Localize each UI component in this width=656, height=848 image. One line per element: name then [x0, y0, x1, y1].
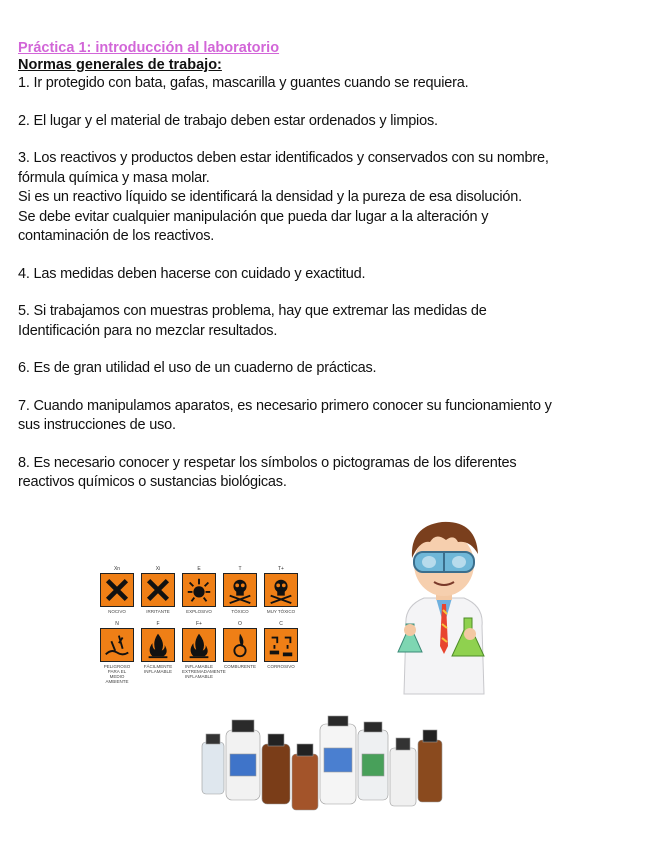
rule-line: 3. Los reactivos y productos deben estar identificados y conservados con su nombre, [18, 150, 549, 166]
pictogram-code: T+ [278, 566, 284, 572]
hazard-pictogram [100, 566, 134, 615]
pictogram-code: E [197, 566, 201, 572]
document-subtitle: Normas generales de trabajo: [18, 57, 222, 73]
hazard-pictogram [141, 566, 175, 615]
pictogram-label: NOCIVO [108, 609, 126, 614]
pictogram-label: COMBURENTE [223, 664, 256, 669]
pictogram-label: IRRITANTE [146, 609, 170, 614]
hazard-pictogram [264, 621, 298, 684]
rule-line: 6. Es de gran utilidad el uso de un cuaderno de prácticas. [18, 360, 377, 376]
rule-item [18, 265, 638, 285]
explosion-icon [182, 573, 216, 607]
rules-list [18, 74, 638, 493]
document-title: Práctica 1: introducción al laboratorio [18, 40, 280, 56]
pictogram-code: N [115, 621, 119, 627]
pictogram-code: C [279, 621, 283, 627]
hazard-pictograms [100, 566, 310, 690]
x-cross-icon [100, 573, 134, 607]
pictogram-code: O [238, 621, 242, 627]
pictogram-label: PELIGROSO PARA EL MEDIO AMBIENTE [103, 664, 131, 684]
rule-item [18, 112, 638, 132]
pictogram-label: FÁCILMENTE INFLAMABLE [143, 664, 173, 674]
pictogram-code: F+ [196, 621, 202, 627]
hazard-pictogram [141, 621, 175, 684]
pictogram-label: TÓXICO [231, 609, 249, 614]
rule-item [18, 149, 638, 247]
rule-item [18, 302, 638, 341]
rule-line: 4. Las medidas deben hacerse con cuidado y exactitud. [18, 265, 366, 282]
rule-line: 5. Si trabajamos con muestras problema, hay que extremar las medidas de [18, 303, 487, 319]
x-cross-icon [141, 573, 175, 607]
pictogram-code: T [238, 566, 242, 572]
pictogram-label: INFLAMABLE EXTREMADAMENTE INFLAMABLE [182, 664, 226, 679]
rule-line: sus instrucciones de uso. [18, 417, 176, 433]
corrosive-icon [264, 628, 298, 662]
rule-line: Si es un reactivo líquido se identificará la densidad y la pureza de esa disolución. [18, 189, 522, 205]
rule-item [18, 359, 638, 379]
hazard-pictogram [223, 566, 257, 615]
pictogram-code: Xn [113, 566, 121, 572]
pictogram-label: MUY TÓXICO [266, 609, 296, 614]
rule-item [18, 74, 638, 94]
reagent-bottles-illustration [200, 714, 444, 814]
rule-line: 8. Es necesario conocer y respetar los símbolos o pictogramas de los diferentes [18, 454, 517, 471]
rule-line: contaminación de los reactivos. [18, 228, 215, 244]
skull-icon [223, 573, 257, 607]
pictogram-code: F [156, 621, 160, 627]
flame-icon [182, 628, 216, 662]
document-page [18, 40, 638, 511]
pictogram-label: CORROSIVO [267, 664, 295, 669]
scientist-illustration [384, 506, 504, 696]
rule-line: 7. Cuando manipulamos aparatos, es necesario primero conocer su funcionamiento y [18, 397, 552, 414]
hazard-pictogram [264, 566, 298, 615]
rule-item [18, 397, 638, 436]
hazard-pictogram [182, 566, 216, 615]
pictogram-row-1 [100, 566, 310, 615]
hazard-pictogram [100, 621, 134, 684]
rule-line: Identificación para no mezclar resultados. [18, 322, 278, 339]
environment-icon [100, 628, 134, 662]
rule-line: 1. Ir protegido con bata, gafas, mascarilla y guantes cuando se requiera. [18, 75, 469, 91]
rule-line: Se debe evitar cualquier manipulación que pueda dar lugar a la alteración y [18, 208, 489, 225]
hazard-pictogram [223, 621, 257, 684]
flame-icon [141, 628, 175, 662]
oxidizer-icon [223, 628, 257, 662]
hazard-pictogram [182, 621, 226, 684]
rule-line: 2. El lugar y el material de trabajo deben estar ordenados y limpios. [18, 112, 438, 129]
skull-icon [264, 573, 298, 607]
pictogram-code: Xi [155, 566, 161, 572]
rule-item [18, 454, 638, 493]
pictogram-label: EXPLOSIVO [186, 609, 212, 614]
pictogram-row-2 [100, 621, 310, 684]
rule-line: reactivos químicos o sustancias biológicas. [18, 474, 287, 490]
rule-line: fórmula química y masa molar. [18, 169, 210, 186]
